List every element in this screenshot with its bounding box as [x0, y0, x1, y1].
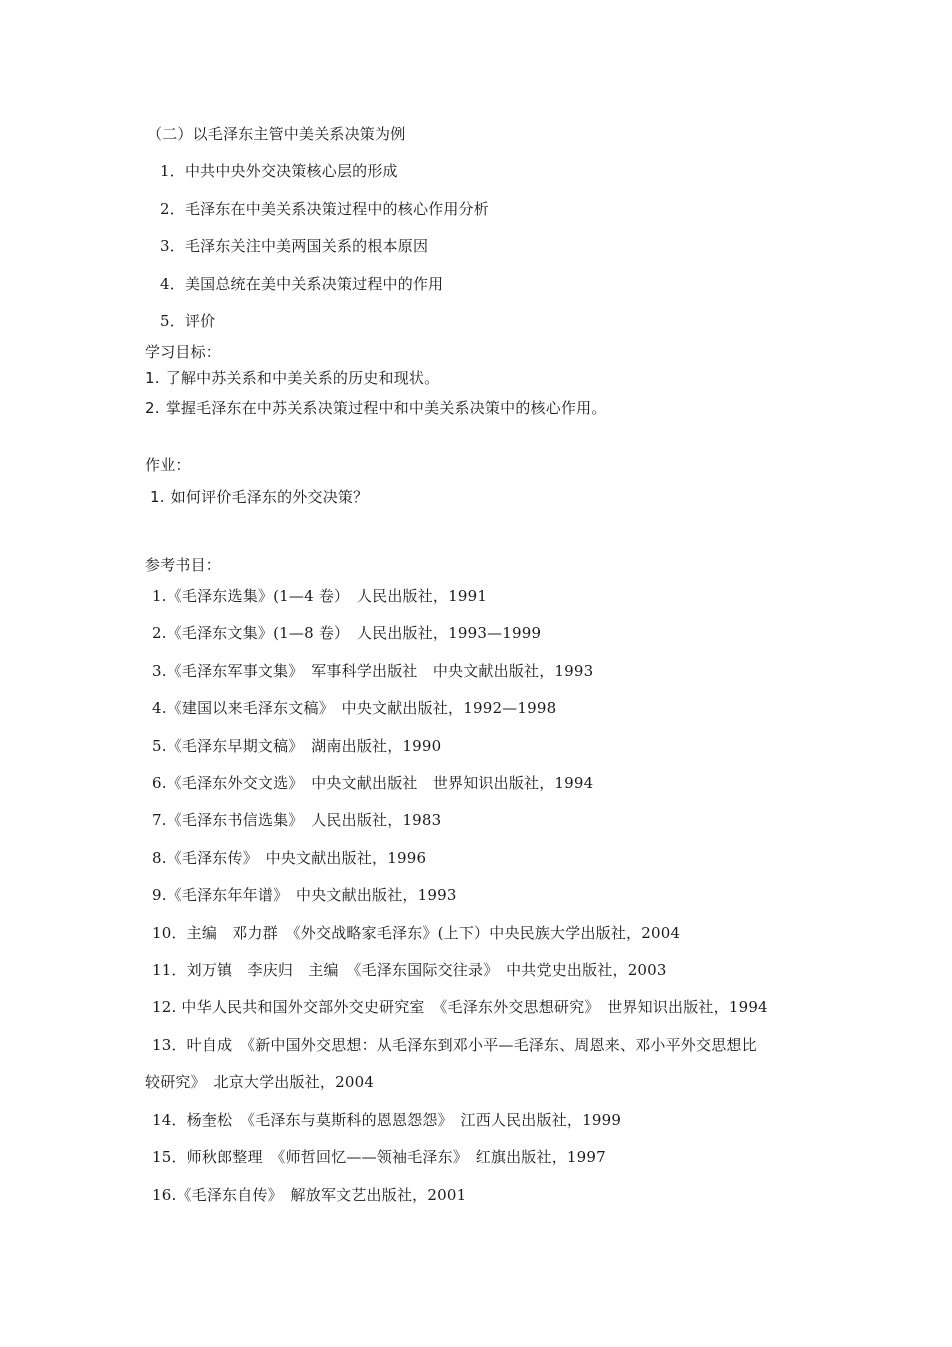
reference-item: 4.《建国以来毛泽东文稿》 中央文献出版社，1992—1998 — [152, 699, 557, 717]
objective-item — [145, 368, 439, 388]
reference-item: 15．师秋郎整理 《师哲回忆——领袖毛泽东》 红旗出版社，1997 — [152, 1148, 606, 1166]
reference-item: 16.《毛泽东自传》 解放军文艺出版社，2001 — [152, 1186, 467, 1204]
objective-number: 1. — [145, 369, 160, 387]
reference-item: 1.《毛泽东选集》(1—4 卷） 人民出版社，1991 — [152, 587, 488, 605]
section-item: 4．美国总统在美中关系决策过程中的作用 — [160, 275, 444, 293]
objective-item — [145, 398, 607, 418]
section-item: 2．毛泽东在中美关系决策过程中的核心作用分析 — [160, 200, 489, 218]
section-heading: （二）以毛泽东主管中美关系决策为例 — [147, 125, 406, 143]
reference-item: 14．杨奎松 《毛泽东与莫斯科的恩恩怨怨》 江西人民出版社，1999 — [152, 1111, 622, 1129]
section-item: 1．中共中央外交决策核心层的形成 — [160, 162, 398, 180]
reference-item: 2.《毛泽东文集》(1—8 卷） 人民出版社，1993—1999 — [152, 624, 542, 642]
objective-text: 掌握毛泽东在中苏关系决策过程中和中美关系决策中的核心作用。 — [165, 399, 607, 417]
homework-label: 作业： — [145, 456, 191, 474]
reference-item: 6.《毛泽东外交文选》 中央文献出版社 世界知识出版社，1994 — [152, 774, 594, 792]
reference-item: 13．叶自成 《新中国外交思想：从毛泽东到邓小平—毛泽东、周恩来、邓小平外交思想比 — [152, 1036, 757, 1054]
reference-item: 5.《毛泽东早期文稿》 湖南出版社，1990 — [152, 737, 442, 755]
reference-item: 11．刘万镇 李庆归 主编 《毛泽东国际交往录》 中共党史出版社，2003 — [152, 961, 667, 979]
reference-item: 12. 中华人民共和国外交部外交史研究室 《毛泽东外交思想研究》 世界知识出版社，1994 — [152, 998, 768, 1016]
references-label: 参考书目： — [145, 556, 222, 574]
reference-item: 10．主编 邓力群 《外交战略家毛泽东》(上下）中央民族大学出版社，2004 — [152, 924, 681, 942]
reference-item: 8.《毛泽东传》 中央文献出版社，1996 — [152, 849, 427, 867]
homework-item — [150, 487, 368, 507]
reference-item-continuation: 较研究》 北京大学出版社，2004 — [145, 1073, 375, 1091]
section-item: 5．评价 — [160, 312, 216, 330]
reference-item: 3.《毛泽东军事文集》 军事科学出版社 中央文献出版社，1993 — [152, 662, 594, 680]
objective-number: 2. — [145, 399, 160, 417]
objective-text: 了解中苏关系和中美关系的历史和现状。 — [165, 369, 440, 387]
homework-number: 1. — [150, 488, 165, 506]
section-item: 3．毛泽东关注中美两国关系的根本原因 — [160, 237, 429, 255]
objectives-label: 学习目标： — [145, 343, 222, 361]
homework-text: 如何评价毛泽东的外交决策？ — [170, 488, 369, 506]
reference-item: 7.《毛泽东书信选集》 人民出版社，1983 — [152, 811, 442, 829]
reference-item: 9.《毛泽东年年谱》 中央文献出版社，1993 — [152, 886, 457, 904]
